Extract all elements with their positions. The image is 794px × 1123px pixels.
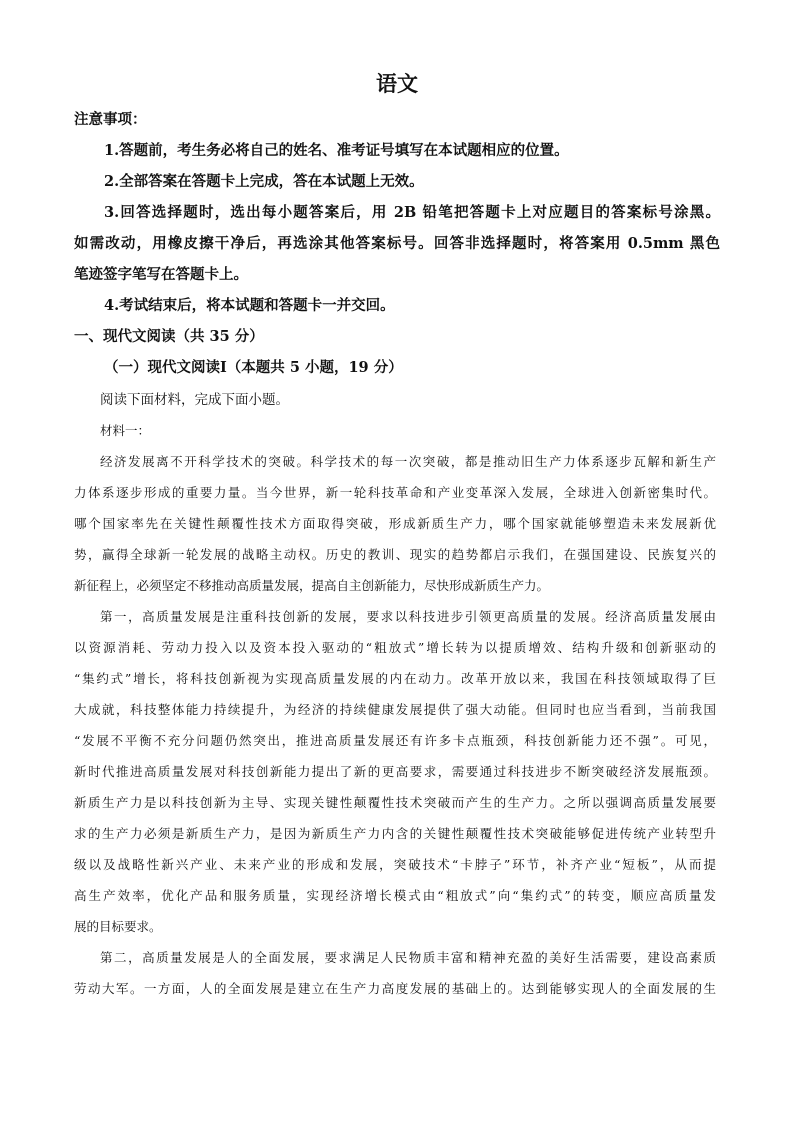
passage-line: 新质生产力是以科技创新为主导、实现关键性颠覆性技术突破而产生的生产力。之所以强调高质量发展要: [74, 795, 716, 810]
passage-line: 第一，高质量发展是注重科技创新的发展，要求以科技进步引领更高质量的发展。经济高质量发展由: [100, 609, 716, 624]
section-subheading: （一）现代文阅读Ⅰ（本题共 5 小题，19 分）: [104, 359, 403, 376]
passage-line: 高生产效率，优化产品和服务质量，实现经济增长模式由“粗放式”向“集约式”的转变，顺应高质量发: [74, 888, 716, 903]
notice-item-4: 4.考试结束后，将本试题和答题卡一并交回。: [104, 297, 395, 314]
notice-heading: 注意事项：: [74, 111, 147, 128]
passage-line: 以资源消耗、劳动力投入以及资本投入驱动的“粗放式”增长转为以提质增效、结构升级和创新驱动的: [74, 640, 716, 655]
notice-item-2: 2.全部答案在答题卡上完成，答在本试题上无效。: [104, 173, 424, 190]
passage-line: 力体系逐步形成的重要力量。当今世界，新一轮科技革命和产业变革深入发展，全球进入创新密集时代。: [74, 485, 716, 500]
page-title: 语文: [376, 71, 418, 96]
notice-item-3-end: 笔迹签字笔写在答题卡上。: [74, 266, 248, 283]
notice-item-3-cont: 如需改动，用橡皮擦干净后，再选涂其他答案标号。回答非选择题时，将答案用 0.5mm 黑色: [74, 235, 720, 252]
passage-line: 势，赢得全球新一轮发展的战略主动权。历史的教训、现实的趋势都启示我们，在强国建设、民族复兴的: [74, 547, 716, 562]
passage-line: 级以及战略性新兴产业、未来产业的形成和发展，突破技术“卡脖子”环节，补齐产业“短板”，从而提: [74, 857, 716, 872]
passage-line: 哪个国家率先在关键性颠覆性技术方面取得突破，形成新质生产力，哪个国家就能够塑造未来发展新优: [74, 516, 716, 531]
passage-line: 新时代推进高质量发展对科技创新能力提出了新的更高要求，需要通过科技进步不断突破经济发展瓶颈。: [74, 764, 716, 779]
passage-line: “发展不平衡不充分问题仍然突出，推进高质量发展还有许多卡点瓶颈，科技创新能力还不强”。可见，: [74, 733, 716, 748]
passage-line: 劳动大军。一方面，人的全面发展是建立在生产力高度发展的基础上的。达到能够实现人的全面发展的生: [74, 981, 716, 996]
passage-line: 求的生产力必须是新质生产力，是因为新质生产力内含的关键性颠覆性技术突破能够促进传统产业转型升: [74, 826, 716, 841]
instruction-text: 阅读下面材料，完成下面小题。: [100, 392, 289, 408]
passage-line: 经济发展离不开科学技术的突破。科学技术的每一次突破，都是推动旧生产力体系逐步瓦解和新生产: [100, 454, 716, 469]
passage-line: 展的目标要求。: [74, 919, 162, 934]
notice-item-1: 1.答题前，考生务必将自己的姓名、准考证号填写在本试题相应的位置。: [104, 142, 569, 159]
notice-item-3: 3.回答选择题时，选出每小题答案后，用 2B 铅笔把答题卡上对应题目的答案标号涂黑。: [104, 204, 720, 221]
material-label: 材料一：: [100, 423, 151, 438]
passage-line: “集约式”增长，将科技创新视为实现高质量发展的内在动力。改革开放以来，我国在科技领域取得了巨: [74, 671, 716, 686]
section-heading: 一、现代文阅读（共 35 分）: [74, 328, 264, 345]
passage-line: 大成就，科技整体能力持续提升，为经济的持续健康发展提供了强大动能。但同时也应当看到，当前我国: [74, 702, 716, 717]
passage-line: 第二，高质量发展是人的全面发展，要求满足人民物质丰富和精神充盈的美好生活需要，建设高素质: [100, 950, 716, 965]
passage-line: 新征程上，必须坚定不移推动高质量发展，提高自主创新能力，尽快形成新质生产力。: [74, 578, 550, 593]
